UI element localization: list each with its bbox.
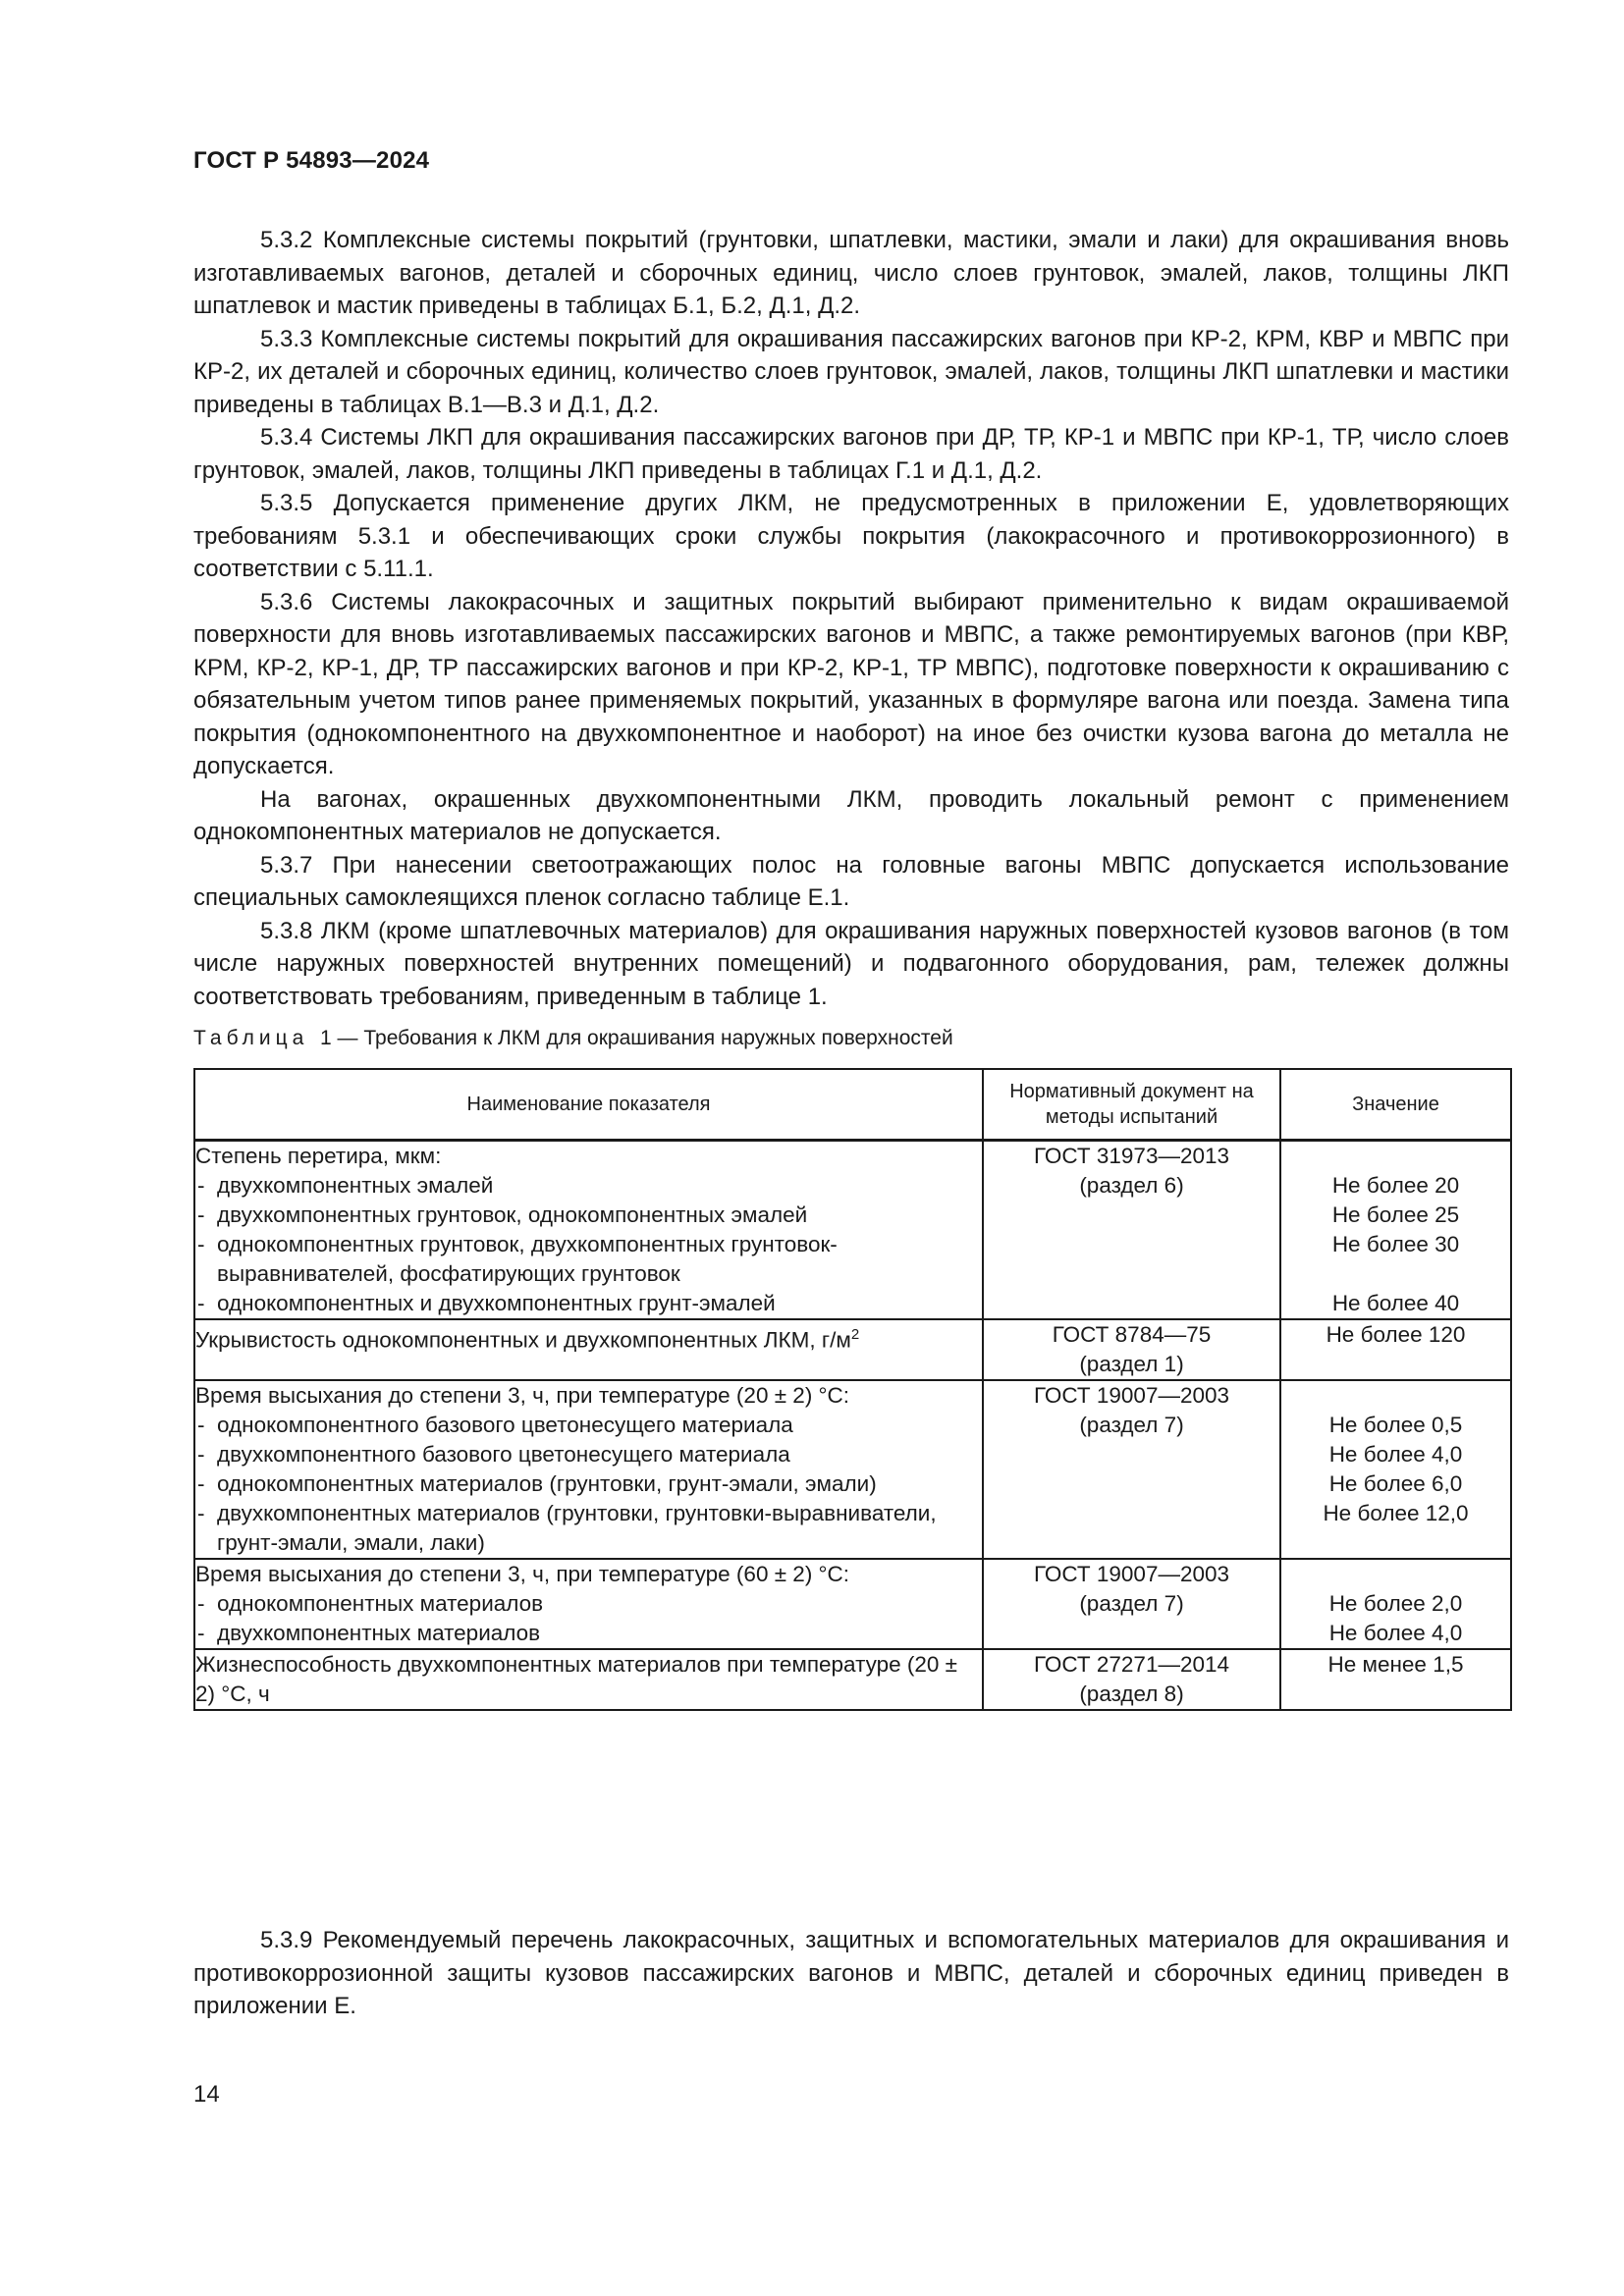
list-dash: - <box>197 1442 205 1467</box>
cell-test-method <box>983 1319 1280 1380</box>
table-row <box>194 1319 1511 1380</box>
paragraph-5-3-3: 5.3.3 Комплексные системы покрытий для окрашивания пассажирских вагонов при КР-2, КРМ, КВР и МВПС при КР-2, их деталей и сборочных единиц, количество слоев грунтовок, эмалей, лаков, толщины ЛКП шпатлевки и мастики приведены в таблицах В.1—В.3 и Д.1, Д.2. <box>193 325 1509 418</box>
indicator-subitem-text: однокомпонентных материалов (грунтовки, грунт-эмали, эмали) <box>217 1471 877 1496</box>
indicator-subitem <box>195 1230 982 1289</box>
test-method-line: ГОСТ 19007—2003 <box>1033 1383 1230 1408</box>
header-value: Значение <box>1280 1069 1511 1141</box>
cell-indicator <box>194 1559 983 1649</box>
indicator-subitem <box>195 1411 982 1440</box>
indicator-subitem <box>195 1440 982 1469</box>
indicator-subitem <box>195 1499 982 1558</box>
paragraph-5-3-4: 5.3.4 Системы ЛКП для окрашивания пассажирских вагонов при ДР, ТР, КР-1 и МВПС при КР-1, ТР, число слоев грунтовок, эмалей, лаков, толщины ЛКП приведены в таблицах Г.1 и Д.1, Д.2. <box>193 424 1509 484</box>
paragraph-5-3-2: 5.3.2 Комплексные системы покрытий (грунтовки, шпатлевки, мастики, эмали и лаки) для окрашивания вновь изготавливаемых вагонов, деталей и сборочных единиц, число слоев грунтовок, эмалей, лаков, толщины ЛКП шпатлевок и мастик приведены в таблицах Б.1, Б.2, Д.1, Д.2. <box>193 227 1509 319</box>
indicator-title-text: Время высыхания до степени 3, ч, при температуре (20 ± 2) °С: <box>195 1383 850 1408</box>
paragraph-5-3-8: 5.3.8 ЛКМ (кроме шпатлевочных материалов) для окрашивания наружных поверхностей кузовов вагонов (в том числе наружных поверхностей внутренних помещений) и подвагонного оборудования, рам, тележек должны соответствовать требованиям, приведенным в таблице 1. <box>193 917 1509 1010</box>
value-line: Не более 40 <box>1331 1291 1460 1315</box>
requirements-table <box>193 1068 1512 1711</box>
indicator-subitem-text: однокомпонентного базового цветонесущего материала <box>217 1413 793 1437</box>
test-method-line: (раздел 8) <box>1079 1682 1184 1706</box>
value-spacer <box>1281 1560 1510 1589</box>
list-dash: - <box>197 1232 205 1256</box>
list-dash: - <box>197 1173 205 1198</box>
table-header-row <box>194 1069 1511 1141</box>
indicator-title <box>195 1650 982 1709</box>
value-line: Не более 120 <box>1326 1322 1466 1347</box>
cell-indicator <box>194 1380 983 1559</box>
value-spacer <box>1281 1381 1510 1411</box>
value-line: Не более 0,5 <box>1328 1413 1463 1437</box>
indicator-subitem-text: двухкомпонентных материалов (грунтовки, грунтовки-выравниватели, грунт-эмали, эмали, лаки) <box>217 1501 937 1555</box>
indicator-title <box>195 1560 982 1589</box>
indicator-subitem <box>195 1171 982 1201</box>
value-spacer <box>1281 1259 1510 1289</box>
table-caption-label: Таблица <box>193 1027 309 1049</box>
list-dash: - <box>197 1413 205 1437</box>
cell-test-method <box>983 1649 1280 1710</box>
test-method-line: (раздел 1) <box>1079 1352 1184 1376</box>
cell-indicator <box>194 1141 983 1320</box>
cell-value <box>1280 1559 1511 1649</box>
indicator-subitem-text: однокомпонентных и двухкомпонентных грунт-эмалей <box>217 1291 776 1315</box>
paragraph-5-3-5: 5.3.5 Допускается применение других ЛКМ, не предусмотренных в приложении Е, удовлетворяющих требованиям 5.3.1 и обеспечивающих сроки службы покрытия (лакокрасочного и противокоррозионного) в соответствии с 5.11.1. <box>193 490 1509 582</box>
list-dash: - <box>197 1591 205 1616</box>
value-line: Не более 25 <box>1331 1202 1460 1227</box>
cell-indicator <box>194 1649 983 1710</box>
test-method-line: ГОСТ 31973—2013 <box>1033 1144 1230 1168</box>
indicator-title <box>195 1142 982 1171</box>
header-indicator-name: Наименование показателя <box>194 1069 983 1141</box>
table-caption-text: 1 — Требования к ЛКМ для окрашивания наружных поверхностей <box>320 1027 953 1049</box>
value-line: Не более 6,0 <box>1328 1471 1463 1496</box>
indicator-title-text: Время высыхания до степени 3, ч, при температуре (60 ± 2) °С: <box>195 1562 850 1586</box>
indicator-subitem-text: однокомпонентных материалов <box>217 1591 544 1616</box>
list-dash: - <box>197 1621 205 1645</box>
indicator-subitem <box>195 1619 982 1648</box>
cell-indicator <box>194 1319 983 1380</box>
cell-test-method <box>983 1380 1280 1559</box>
indicator-subitem <box>195 1589 982 1619</box>
table-row <box>194 1559 1511 1649</box>
indicator-subitem-text: однокомпонентных грунтовок, двухкомпонентных грунтовок-выравнивателей, фосфатирующих грунтовок <box>217 1232 838 1286</box>
table-row <box>194 1380 1511 1559</box>
indicator-title-text: Укрывистость однокомпонентных и двухкомпонентных ЛКМ, г/м <box>195 1327 851 1353</box>
value-line: Не более 30 <box>1331 1232 1460 1256</box>
value-line: Не более 12,0 <box>1323 1501 1469 1525</box>
indicator-subitem <box>195 1289 982 1318</box>
cell-value <box>1280 1319 1511 1380</box>
value-spacer <box>1281 1142 1510 1171</box>
test-method-line: (раздел 7) <box>1079 1413 1184 1437</box>
value-line: Не более 4,0 <box>1328 1442 1463 1467</box>
list-dash: - <box>197 1291 205 1315</box>
after-table-text <box>193 1924 1509 2023</box>
paragraph-5-3-6-note: На вагонах, окрашенных двухкомпонентными ЛКМ, проводить локальный ремонт с применением однокомпонентных материалов не допускается. <box>193 785 1509 845</box>
indicator-subitem <box>195 1469 982 1499</box>
indicator-subitem-text: двухкомпонентных эмалей <box>217 1173 494 1198</box>
list-dash: - <box>197 1202 205 1227</box>
value-line: Не более 20 <box>1331 1173 1460 1198</box>
test-method-line: (раздел 7) <box>1079 1591 1184 1616</box>
value-line: Не более 4,0 <box>1328 1621 1463 1645</box>
paragraph-5-3-9: 5.3.9 Рекомендуемый перечень лакокрасочных, защитных и вспомогательных материалов для окрашивания и противокоррозионной защиты кузовов пассажирских вагонов и МВПС, деталей и сборочных единиц приведен в приложении Е. <box>193 1927 1509 2019</box>
cell-value <box>1280 1649 1511 1710</box>
value-line: Не менее 1,5 <box>1327 1652 1464 1677</box>
test-method-line: ГОСТ 19007—2003 <box>1033 1562 1230 1586</box>
test-method-line: ГОСТ 27271—2014 <box>1033 1652 1230 1677</box>
indicator-subitem-text: двухкомпонентных грунтовок, однокомпонентных эмалей <box>217 1202 808 1227</box>
cell-value <box>1280 1141 1511 1320</box>
indicator-title <box>195 1381 982 1411</box>
value-line: Не более 2,0 <box>1328 1591 1463 1616</box>
cell-test-method <box>983 1141 1280 1320</box>
indicator-title-text: Степень перетира, мкм: <box>195 1144 442 1168</box>
indicator-subitem <box>195 1201 982 1230</box>
list-dash: - <box>197 1501 205 1525</box>
document-header: ГОСТ Р 54893—2024 <box>193 147 430 174</box>
indicator-subitem-text: двухкомпонентных материалов <box>217 1621 541 1645</box>
table-row <box>194 1649 1511 1710</box>
table-body <box>194 1141 1511 1711</box>
body-text <box>193 224 1509 1013</box>
test-method-line: ГОСТ 8784—75 <box>1052 1322 1212 1347</box>
header-test-method-doc: Нормативный документ на методы испытаний <box>983 1069 1280 1141</box>
indicator-title <box>195 1320 982 1356</box>
test-method-line: (раздел 6) <box>1079 1173 1184 1198</box>
cell-value <box>1280 1380 1511 1559</box>
indicator-title-superscript: 2 <box>850 1326 860 1343</box>
indicator-title-text: Жизнеспособность двухкомпонентных материалов при температуре (20 ± 2) °С, ч <box>195 1652 958 1706</box>
paragraph-5-3-7: 5.3.7 При нанесении светоотражающих полос на головные вагоны МВПС допускается использование специальных самоклеящихся пленок согласно таблице Е.1. <box>193 851 1509 911</box>
page-number: 14 <box>193 2081 220 2108</box>
cell-test-method <box>983 1559 1280 1649</box>
table-caption <box>193 1024 953 1053</box>
table-row <box>194 1141 1511 1320</box>
indicator-subitem-text: двухкомпонентного базового цветонесущего материала <box>217 1442 790 1467</box>
list-dash: - <box>197 1471 205 1496</box>
paragraph-5-3-6: 5.3.6 Системы лакокрасочных и защитных покрытий выбирают применительно к видам окрашиваемой поверхности для вновь изготавливаемых пассажирских вагонов и МВПС, а также ремонтируемых вагонов (при КВР, КРМ, КР-2, КР-1, ДР, ТР пассажирских вагонов и при КР-2, КР-1, ТР МВПС), подготовке поверхности к окрашиванию с обязательным учетом типов ранее применяемых покрытий, указанных в формуляре вагона или поезда. Замена типа покрытия (однокомпонентного на двухкомпонентное и наоборот) на иное без очистки кузова вагона до металла не допускается. <box>193 588 1509 779</box>
